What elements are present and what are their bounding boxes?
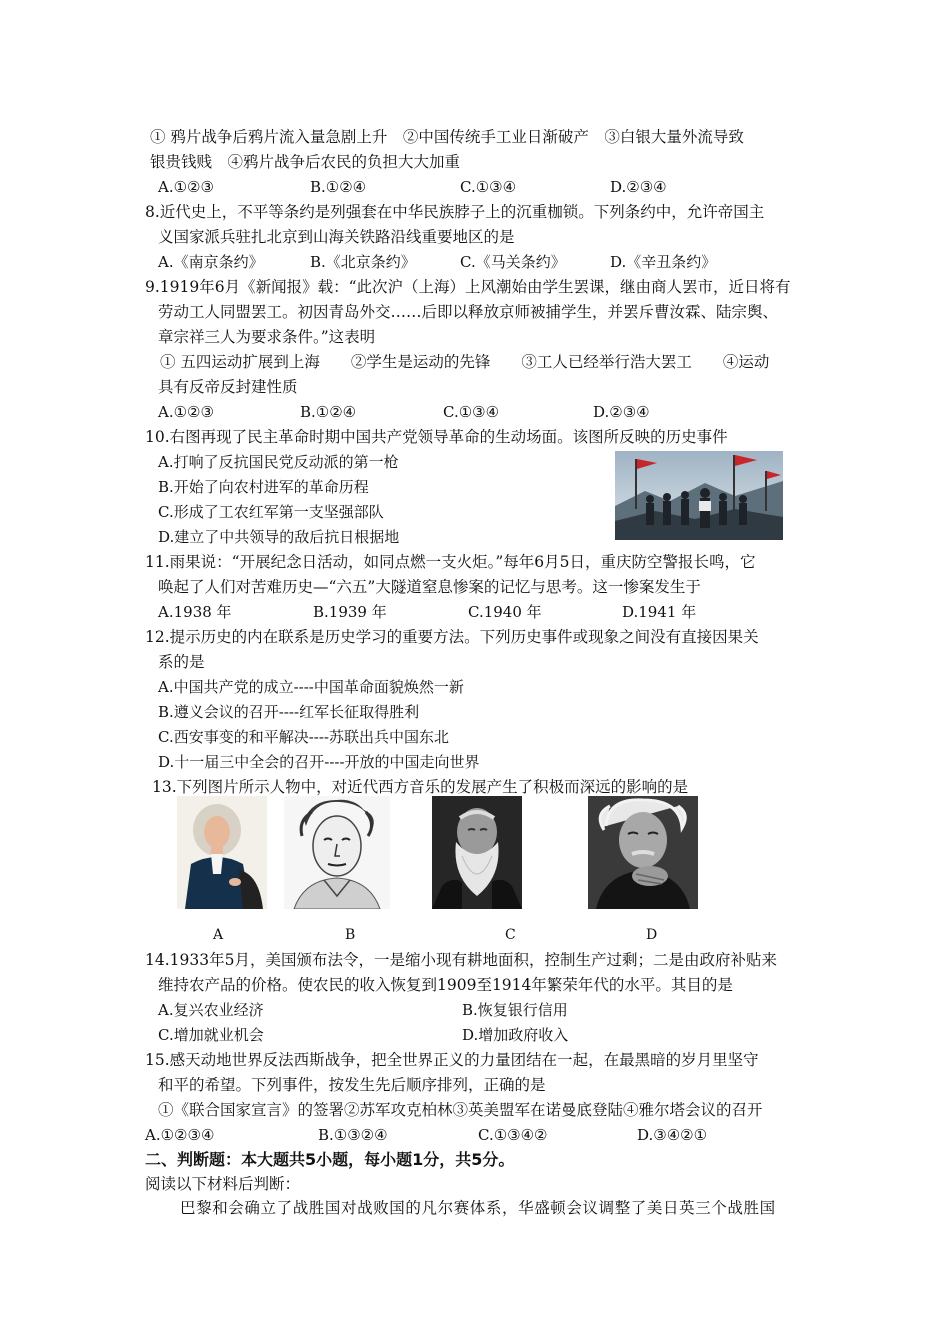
q15-stem-line-2: 和平的希望。下列事件，按发生先后顺序排列，正确的是 <box>158 1076 546 1094</box>
q14-stem-line-2: 维持农产品的价格。使农民的收入恢复到1909至1914年繁荣年代的水平。其目的是 <box>158 976 733 994</box>
q9-stem-line-2: 劳动工人同盟罢工。初因青岛外交……后即以释放京师被捕学生，并罢斥曹汝霖、陆宗舆、 <box>158 303 779 321</box>
q10-option-b: B.开始了向农村进军的革命历程 <box>158 478 369 496</box>
q8-option-c: C.《马关条约》 <box>460 253 566 271</box>
q7-option-c: C.①③④ <box>460 178 517 196</box>
portrait-bearded-man-icon <box>432 796 522 909</box>
q12-option-b: B.遵义会议的召开----红军长征取得胜利 <box>158 703 420 721</box>
portrait-d-caption: D <box>646 927 658 943</box>
portrait-c-image <box>432 796 522 909</box>
section2-heading: 二、判断题：本大题共5小题，每小题1分，共5分。 <box>145 1150 515 1169</box>
q9-option-a: A.①②③ <box>158 403 214 421</box>
portrait-c-caption: C <box>505 927 516 943</box>
q11-option-b: B.1939 年 <box>313 603 387 621</box>
q12-stem-line-2: 系的是 <box>158 653 205 671</box>
q15-option-d: D.③④②① <box>637 1126 708 1144</box>
q9-option-c: C.①③④ <box>443 403 500 421</box>
q14-option-b: B.恢复银行信用 <box>462 1001 568 1019</box>
q12-option-a: A.中国共产党的成立----中国革命面貌焕然一新 <box>158 678 464 696</box>
q8-stem-line-1: 8.近代史上，不平等条约是列强套在中华民族脖子上的沉重枷锁。下列条约中，允许帝国主 <box>145 203 765 221</box>
q11-option-d: D.1941 年 <box>622 603 697 621</box>
portrait-d-image <box>588 796 698 909</box>
portrait-baroque-man-icon <box>177 796 267 909</box>
q9-stem-line-5: 具有反帝反封建性质 <box>158 378 298 396</box>
portrait-a-image <box>177 796 267 909</box>
q7-stem-line-2: 银贵钱贱 ④鸦片战争后农民的负担大大加重 <box>150 153 461 171</box>
section2-intro: 阅读以下材料后判断： <box>145 1175 301 1193</box>
q11-option-a: A.1938 年 <box>158 603 232 621</box>
q7-stem-line-1: ① 鸦片战争后鸦片流入量急剧上升 ②中国传统手工业日渐破产 ③白银大量外流导致 <box>150 128 744 146</box>
q12-stem-line-1: 12.提示历史的内在联系是历史学习的重要方法。下列历史事件或现象之间没有直接因果关 <box>145 628 759 646</box>
q8-option-a: A.《南京条约》 <box>158 253 264 271</box>
q15-option-c: C.①③④② <box>478 1126 548 1144</box>
q15-option-b: B.①③②④ <box>318 1126 388 1144</box>
q15-stem-line-3: ①《联合国家宣言》的签署②苏军攻克柏林③英美盟军在诺曼底登陆④雅尔塔会议的召开 <box>158 1101 763 1119</box>
q13-stem: 13.下列图片所示人物中，对近代西方音乐的发展产生了积极而深远的影响的是 <box>152 778 689 796</box>
portrait-a-caption: A <box>213 927 224 943</box>
portrait-b-caption: B <box>345 927 356 943</box>
q7-option-a: A.①②③ <box>158 178 214 196</box>
q12-option-c: C.西安事变的和平解决----苏联出兵中国东北 <box>158 728 449 746</box>
portrait-sketch-man-icon <box>284 796 390 909</box>
q11-stem-line-1: 11.雨果说：“开展纪念日活动，如同点燃一支火炬。”每年6月5日，重庆防空警报长鸣，它 <box>145 553 756 571</box>
q9-stem-line-3: 章宗祥三人为要求条件。”这表明 <box>158 328 376 346</box>
q10-stem: 10.右图再现了民主革命时期中国共产党领导革命的生动场面。该图所反映的历史事件 <box>145 428 728 446</box>
q8-option-d: D.《辛丑条约》 <box>610 253 717 271</box>
q10-option-a: A.打响了反抗国民党反动派的第一枪 <box>158 453 399 471</box>
q8-option-b: B.《北京条约》 <box>310 253 416 271</box>
q7-option-b: B.①②④ <box>310 178 367 196</box>
q14-option-d: D.增加政府收入 <box>462 1026 569 1044</box>
q11-stem-line-2: 唤起了人们对苦难历史—“六五”大隧道窒息惨案的记忆与思考。这一惨案发生于 <box>158 578 701 596</box>
q15-option-a: A.①②③④ <box>145 1126 215 1144</box>
q10-option-d: D.建立了中共领导的敌后抗日根据地 <box>158 528 400 546</box>
q14-option-a: A.复兴农业经济 <box>158 1001 264 1019</box>
q7-option-d: D.②③④ <box>610 178 667 196</box>
q15-stem-line-1: 15.感天动地世界反法西斯战争，把全世界正义的力量团结在一起，在最黑暗的岁月里坚守 <box>145 1051 759 1069</box>
q9-option-b: B.①②④ <box>300 403 357 421</box>
q12-option-d: D.十一届三中全会的召开----开放的中国走向世界 <box>158 753 480 771</box>
portrait-b-image <box>284 796 390 909</box>
q9-stem-line-4: ① 五四运动扩展到上海 ②学生是运动的先锋 ③工人已经举行浩大罢工 ④运动 <box>160 353 770 371</box>
q14-option-c: C.增加就业机会 <box>158 1026 264 1044</box>
q8-stem-line-2: 义国家派兵驻扎北京到山海关铁路沿线重要地区的是 <box>158 228 515 246</box>
portrait-white-hair-man-icon <box>588 796 698 909</box>
q11-option-c: C.1940 年 <box>468 603 542 621</box>
section2-material: 巴黎和会确立了战胜国对战败国的凡尔赛体系，华盛顿会议调整了美日英三个战胜国 <box>180 1199 776 1217</box>
q9-option-d: D.②③④ <box>593 403 650 421</box>
revolution-painting-image <box>615 451 783 540</box>
q14-stem-line-1: 14.1933年5月，美国颁布法令，一是缩小现有耕地面积，控制生产过剩；二是由政府补贴来 <box>145 951 777 969</box>
revolution-painting-icon <box>615 451 783 540</box>
q9-stem-line-1: 9.1919年6月《新闻报》载：“此次沪（上海）上风潮始由学生罢课，继由商人罢市，近日将有 <box>145 278 791 296</box>
q10-option-c: C.形成了工农红军第一支坚强部队 <box>158 503 384 521</box>
